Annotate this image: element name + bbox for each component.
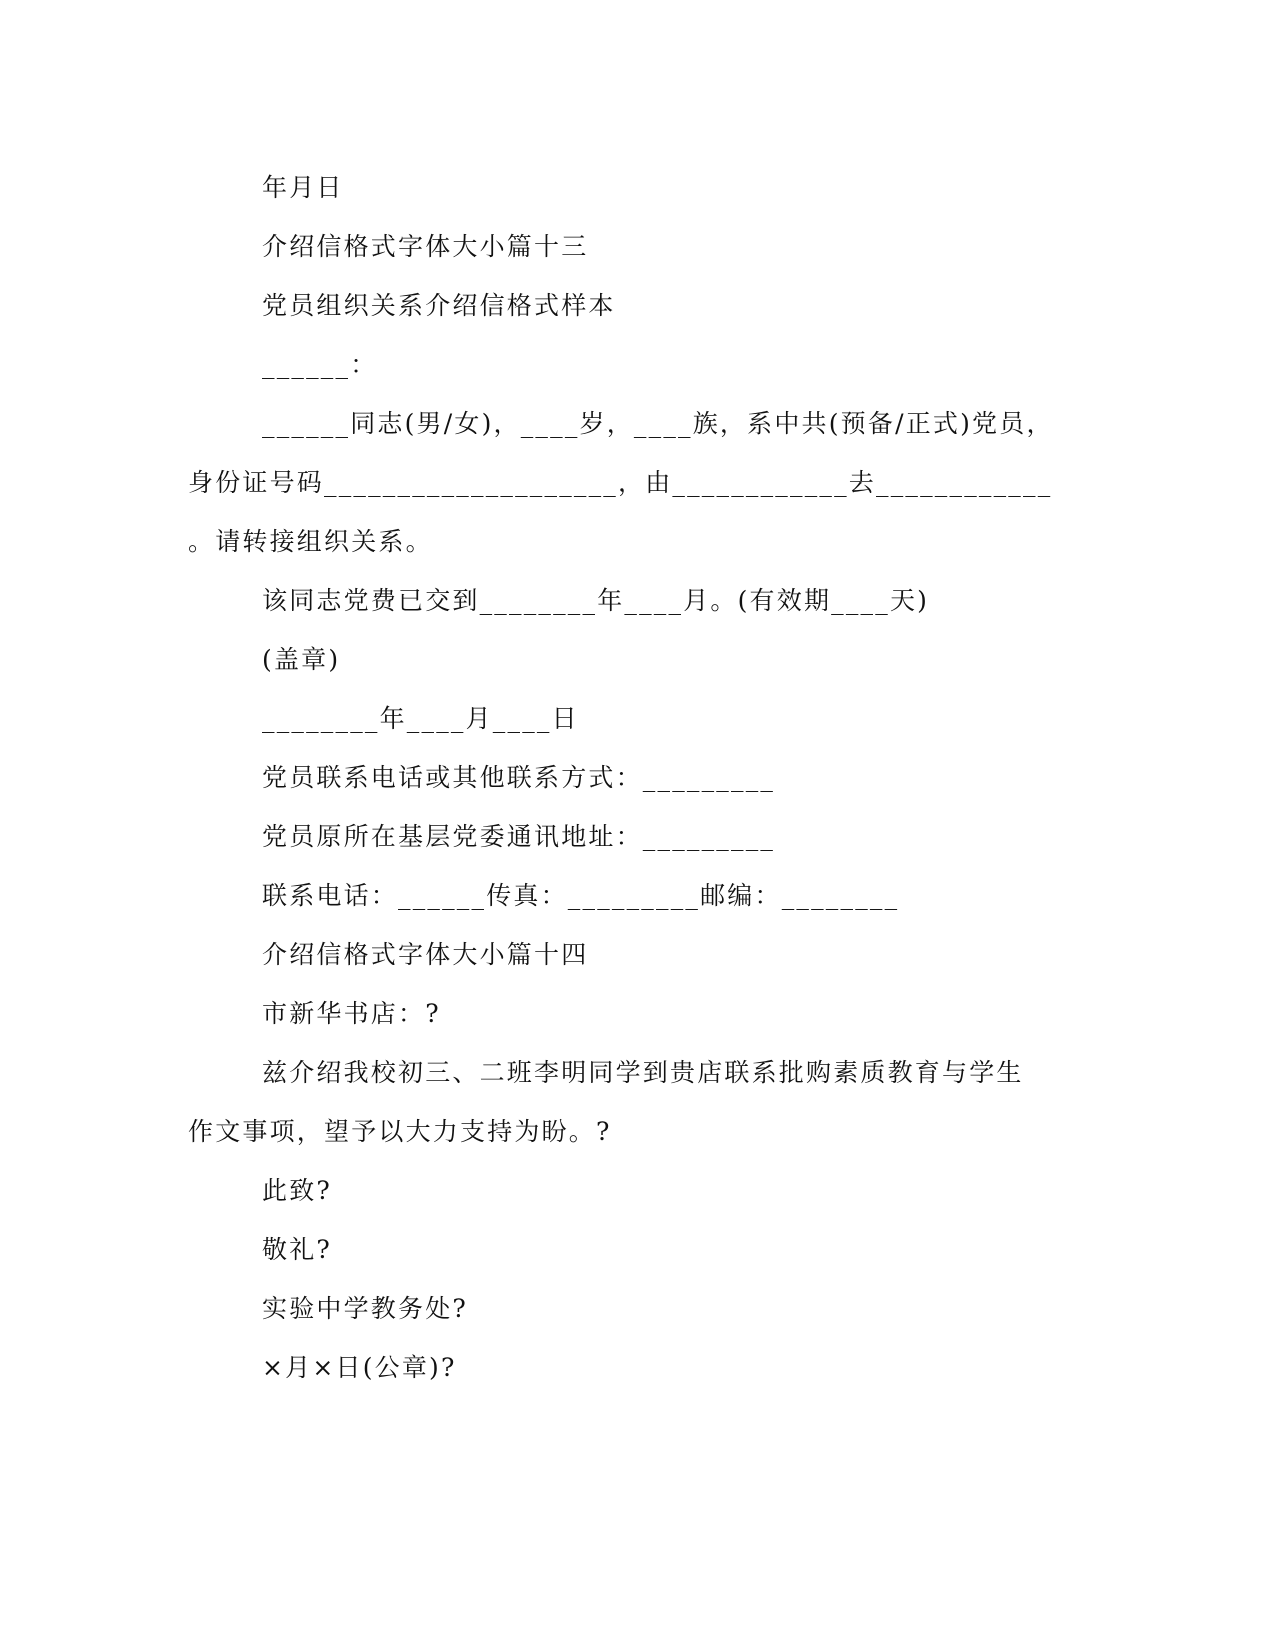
- phone-fax-zip-line: 联系电话：______传真：_________邮编：________: [262, 881, 900, 910]
- letter-body-line-2: 作文事项，望予以大力支持为盼。?: [188, 1117, 612, 1146]
- date-line: 年月日: [262, 173, 344, 202]
- closing-line-1: 此致?: [262, 1176, 333, 1205]
- contact-phone-line: 党员联系电话或其他联系方式：_________: [262, 763, 776, 792]
- sender-line: 实验中学教务处?: [262, 1294, 469, 1323]
- recipient-line: 市新华书店：?: [262, 999, 441, 1028]
- sender-date-line: ×月×日(公章)?: [262, 1353, 457, 1382]
- seal-line: (盖章): [262, 645, 341, 674]
- section-heading-13: 介绍信格式字体大小篇十三: [262, 232, 589, 261]
- date-blank-line: ________年____月____日: [262, 704, 579, 733]
- body-paragraph-line-1: ______同志(男/女)，____岁，____族，系中共(预备/正式)党员，: [262, 409, 1054, 438]
- salutation-blank: ______：: [262, 350, 378, 379]
- body-paragraph-line-3: 。请转接组织关系。: [188, 527, 433, 556]
- closing-line-2: 敬礼?: [262, 1235, 333, 1264]
- sample-title: 党员组织关系介绍信格式样本: [262, 291, 616, 320]
- party-fee-line: 该同志党费已交到________年____月。(有效期____天): [262, 586, 930, 615]
- letter-body-line-1: 兹介绍我校初三、二班李明同学到贵店联系批购素质教育与学生: [262, 1058, 1024, 1087]
- section-heading-14: 介绍信格式字体大小篇十四: [262, 940, 589, 969]
- body-paragraph-line-2: 身份证号码____________________，由____________去____________: [188, 468, 1053, 497]
- address-line: 党员原所在基层党委通讯地址：_________: [262, 822, 776, 851]
